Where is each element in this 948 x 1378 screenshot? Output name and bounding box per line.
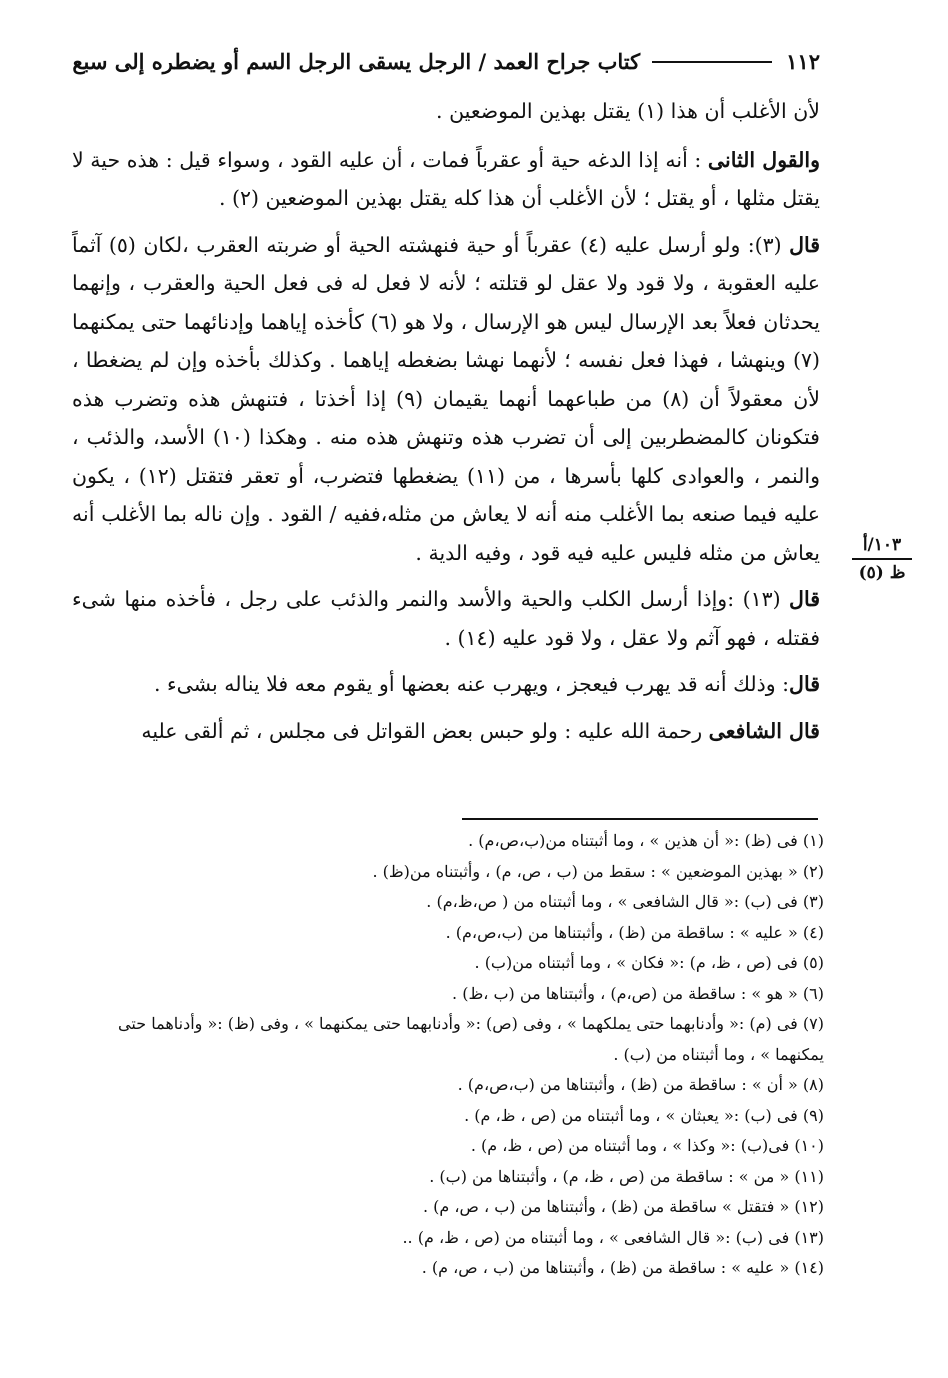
main-text: [72, 92, 820, 758]
paragraph: [72, 141, 820, 218]
footnote: (٨) « أن » : ساقطة من (ظ) ، وأثبتناها من (ب،ص،م) .: [457, 1075, 824, 1094]
paragraph: [72, 92, 820, 131]
paragraph-text: : وذلك أنه قد يهرب فيعجز ، ويهرب عنه بعضها أو يقوم معه فلا يناله بشىء .: [153, 672, 790, 696]
footnote-separator: [462, 818, 818, 820]
header-rule: [652, 61, 772, 63]
paragraph-text: (٣): ولو أرسل عليه (٤) عقرباً أو حية فنهشته الحية أو ضربته العقرب ،لكان (٥) آثماً عليه العقوبة ، ولا قود ولا عقل لو قتلته ؛ لأنه لا فعل له فى فعل الحية والعقرب ، وإنهما يحدثان فعلاً بعد الإرسال ليس هو الإرسال ، ولا هو (٦) كأخذه إياهما وإدنائهما حتى يمكنهما (٧) وينهشا ، فهذا فعل نفسه ؛ لأنهما نهشا بضغطه إياهما . وكذلك بأخذه وإن لم يضغطا ، لأن معقولاً أن (٨) من طباعهما أنهما يقيمان (٩) إذا أخذتا ، فتنهش هذه وتضرب هذه فتكونان كالمضطربين إلى أن تضرب هذه وتنهش هذه منه . وهكذا (١٠) الأسد، والذئب ، والنمر ، والعوادى كلها بأسرها ، من (١١) يضغطها فتضرب، أو تعقر فتقتل (١٢) ، يكون عليه فيما صنعه بما الأغلب منه أنه لا يعاش من مثله،ففيه / القود . وإن ناله بما الأغلب أنه يعاش من مثله فليس عليه فيه قود ، وفيه الدية .: [72, 232, 820, 565]
footnote: (٥) فى (ص ، ظ، م) :« فكان » ، وما أثبتناه من(ب) .: [474, 953, 824, 972]
paragraph: [72, 580, 820, 657]
paragraph: [72, 226, 820, 573]
paragraph-text: (١٣) :وإذا أرسل الكلب والحية والأسد والنمر والذئب على رجل ، فأخذه منها شىء فقتله ، فهو آثم ولا عقل ، ولا قود عليه (١٤) .: [72, 587, 820, 650]
manuscript-folio-note: [848, 532, 916, 586]
footnote: (٢) « بهذين الموضعين » : سقط من (ب ، ص، م) ، وأثبتناه من(ظ) .: [372, 861, 824, 881]
page-number: ١١٢: [786, 49, 820, 74]
folio-reference: ١٠٣/أ: [862, 535, 902, 555]
paragraph: [72, 665, 820, 704]
footnote: (٧) فى (م) :« وأدنابهما حتى يملكهما » ، وفى (ص) :« وأدنابهما حتى يمكنهما » ، وفى (ظ) :« وأدناهما حتى يمكنهما » ، وما أثبتناه من (ب) .: [118, 1014, 824, 1064]
paragraph-text: لأن الأغلب أن هذا (١) يقتل بهذين الموضعين .: [436, 99, 820, 123]
footnotes-list: [72, 826, 824, 1284]
footnote: (١٢) « فتقتل » ساقطة من (ظ) ، وأثبتناها من (ب ، ص، م) .: [422, 1197, 824, 1216]
footnote: (١٠) فى(ب) :« وكذا » ، وما أثبتناه من (ص ، ظ، م) .: [470, 1136, 824, 1155]
paragraph-text: : أنه إذا الدغه حية أو عقرباً فمات ، أن عليه القود ، وسواء قيل : هذه حية لا يقتل مثلها ، أو يقتل ؛ لأن الأغلب أن هذا كله يقتل بهذين الموضعين (٢) .: [72, 147, 820, 210]
footnote: (١) فى (ظ) :« أن هذين » ، وما أثبتناه من(ب،ص،م) .: [468, 831, 824, 850]
footnote: (١٤) « عليه » : ساقطة من (ظ) ، وأثبتناها من (ب ، ص، م) .: [421, 1258, 824, 1277]
paragraph-lead: قال الشافعى: [708, 718, 820, 743]
paragraph-lead: قال: [789, 672, 820, 696]
paragraph-lead: قال: [789, 587, 820, 611]
paragraph-lead: قال: [789, 232, 821, 257]
paragraph-lead: والقول الثانى: [707, 147, 821, 172]
footnote: (١١) « من » : ساقطة من (ص ، ظ، م) ، وأثبتناها من (ب) .: [429, 1166, 824, 1186]
paragraph: [72, 712, 820, 751]
footnote: (٦) « هو » : ساقطة من (ص،م) ، وأثبتناها من (ب ،ظ) .: [452, 983, 824, 1003]
footnote: (٤) « عليه » : ساقطة من (ظ) ، وأثبتناها من (ب،ص،م) .: [445, 922, 824, 942]
manuscript-reference: ظ (٥): [858, 563, 906, 583]
footnote: (١٣) فى (ب) :« قال الشافعى » ، وما أثبتناه من (ص ، ظ، م) ..: [402, 1227, 824, 1247]
footnote: (٣) فى (ب) :« قال الشافعى » ، وما أثبتناه من ( ص،ظ،م) .: [426, 892, 824, 911]
running-title: كتاب جراح العمد / الرجل يسقى الرجل السم أو يضطره إلى سبع: [72, 49, 641, 74]
running-header: [72, 42, 820, 82]
footnote: (٩) فى (ب) :« يعبثان » ، وما أثبتناه من (ص ، ظ، م) .: [464, 1105, 824, 1125]
paragraph-text: رحمة الله عليه : ولو حبس بعض القواتل فى مجلس ، ثم ألقى عليه: [141, 718, 709, 743]
